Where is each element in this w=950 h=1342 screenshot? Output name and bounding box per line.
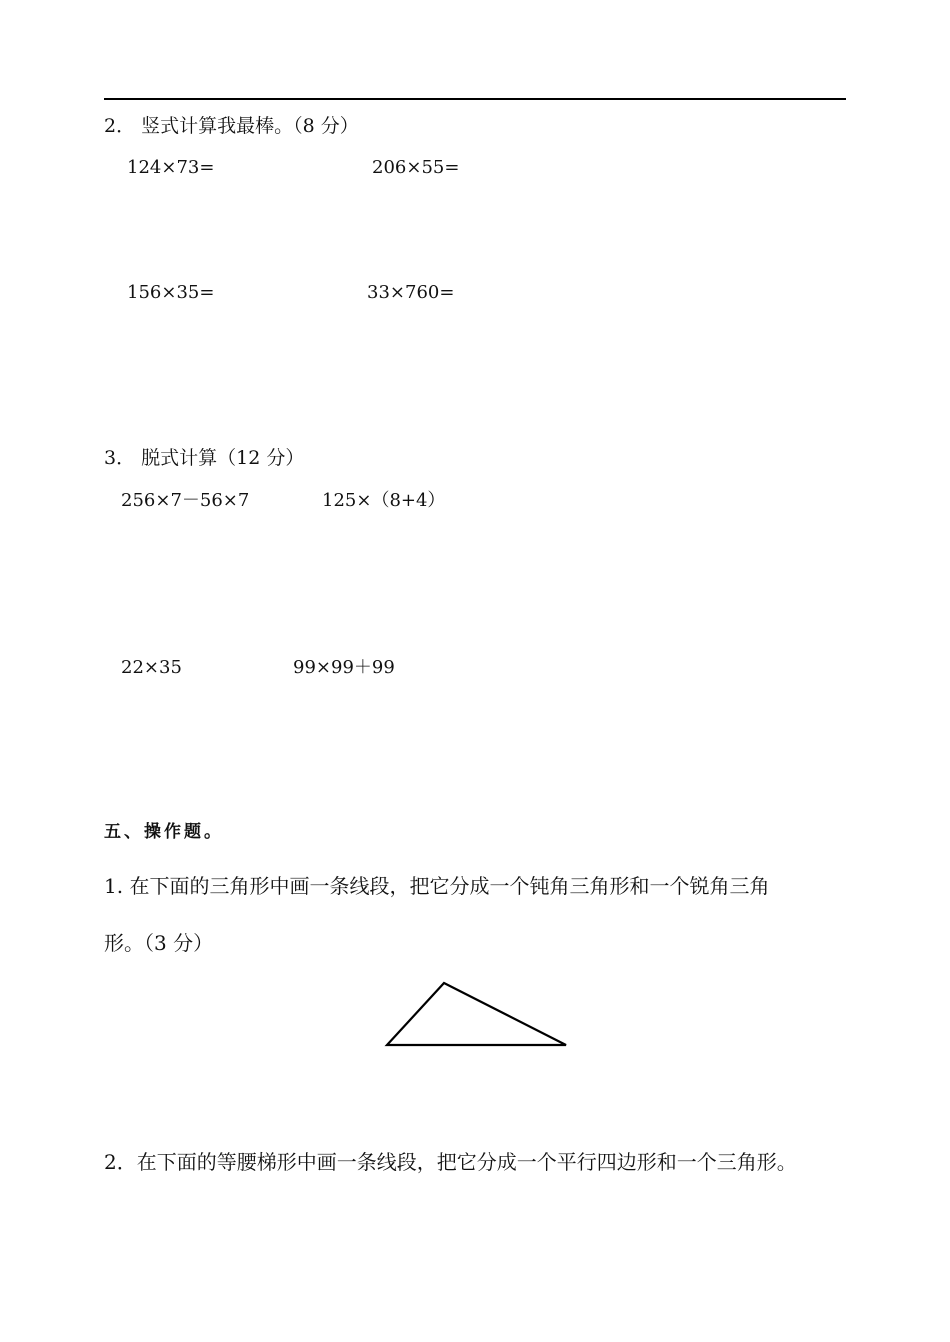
question-1-line-1: 1. 在下面的三角形中画一条线段，把它分成一个钝角三角形和一个锐角三角 <box>104 874 770 898</box>
question-2: 2．在下面的等腰梯形中画一条线段，把它分成一个平行四边形和一个三角形。 <box>104 1150 797 1174</box>
problem-stepwise-1: 256×7－56×7 <box>121 490 250 511</box>
problem-stepwise-2: 125×（8+4） <box>322 490 446 511</box>
section-5-heading: 五、操作题。 <box>104 822 224 842</box>
section-3-heading: 3． 脱式计算（12 分） <box>104 447 305 469</box>
problem-stepwise-3: 22×35 <box>121 657 182 678</box>
obtuse-triangle <box>387 983 566 1045</box>
problem-vertical-3: 156×35= <box>127 282 215 303</box>
problem-vertical-4: 33×760= <box>367 282 455 303</box>
problem-vertical-1: 124×73= <box>127 157 215 178</box>
problem-stepwise-4: 99×99＋99 <box>293 657 395 678</box>
question-1-line-2: 形。（3 分） <box>104 931 214 955</box>
problem-vertical-2: 206×55= <box>372 157 460 178</box>
section-2-heading: 2． 竖式计算我最棒。（8 分） <box>104 115 359 137</box>
